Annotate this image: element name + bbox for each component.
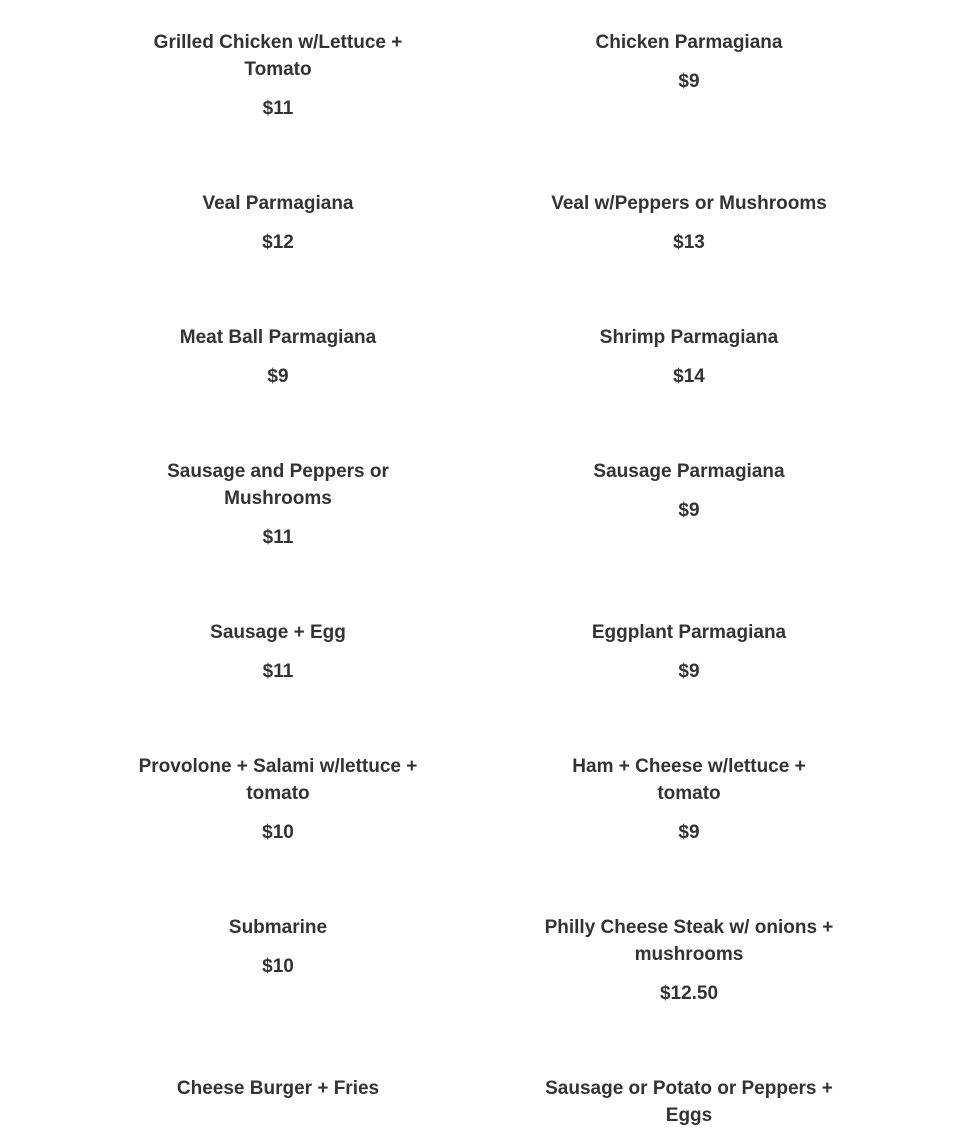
- menu-item-sausage-peppers: [128, 458, 428, 551]
- menu-item-name: Sausage and Peppers or Mushrooms: [167, 461, 389, 509]
- menu-item-name: Submarine: [228, 917, 328, 938]
- menu-item-name: Chicken Parmagiana: [595, 32, 783, 53]
- menu-item-veal-peppers: [539, 190, 839, 256]
- menu-item-price: $11: [262, 527, 294, 548]
- menu-item-name: Grilled Chicken w/Lettuce + Tomato: [153, 32, 403, 80]
- menu-item-name: Sausage or Potato or Peppers + Eggs: [545, 1078, 833, 1126]
- menu-item-provolone-salami: [128, 753, 428, 846]
- menu-item-ham-cheese: [539, 753, 839, 846]
- menu-item-philly-cheese-steak: [539, 914, 839, 1007]
- menu-item-name: Veal Parmagiana: [202, 193, 354, 214]
- menu-item-price: $10: [262, 956, 294, 977]
- menu-item-price: $9: [678, 500, 700, 521]
- menu-item-name: Provolone + Salami w/lettuce + tomato: [138, 756, 418, 804]
- menu-item-price: $10: [262, 822, 294, 843]
- menu-item-shrimp-parmagiana: [539, 324, 839, 390]
- menu-item-name: Philly Cheese Steak w/ onions + mushrooms: [544, 917, 834, 965]
- menu-item-price: $12.50: [659, 983, 719, 1004]
- menu-item-name: Veal w/Peppers or Mushrooms: [551, 193, 827, 214]
- menu-item-price: $11: [262, 661, 294, 682]
- menu-item-sausage-parmagiana: [539, 458, 839, 524]
- menu-item-eggplant-parmagiana: [539, 619, 839, 685]
- menu-item-sausage-potato-eggs: [539, 1075, 839, 1141]
- menu-item-price: $13: [673, 232, 705, 253]
- menu-item-name: Sausage Parmagiana: [593, 461, 785, 482]
- menu-item-price: $9: [678, 661, 700, 682]
- menu-item-sausage-egg: [128, 619, 428, 685]
- menu-item-submarine: [128, 914, 428, 980]
- menu-item-price: $11: [262, 98, 294, 119]
- menu-item-grilled-chicken: [128, 29, 428, 122]
- menu-item-price: $9: [267, 366, 289, 387]
- menu-item-cheese-burger: [128, 1075, 428, 1114]
- menu-item-name: Ham + Cheese w/lettuce + tomato: [572, 756, 806, 804]
- menu-item-veal-parmagiana: [128, 190, 428, 256]
- menu-item-name: Shrimp Parmagiana: [599, 327, 779, 348]
- menu-item-price: $9: [678, 822, 700, 843]
- menu-item-price: $14: [673, 366, 705, 387]
- menu-item-meat-ball-parmagiana: [128, 324, 428, 390]
- menu-item-chicken-parmagiana: [539, 29, 839, 95]
- menu-item-name: Meat Ball Parmagiana: [179, 327, 377, 348]
- menu-item-name: Sausage + Egg: [210, 622, 346, 643]
- menu-item-price: $12: [262, 232, 294, 253]
- menu-item-name: Eggplant Parmagiana: [591, 622, 787, 643]
- menu-item-price: $9: [678, 71, 700, 92]
- menu-item-name: Cheese Burger + Fries: [176, 1078, 380, 1099]
